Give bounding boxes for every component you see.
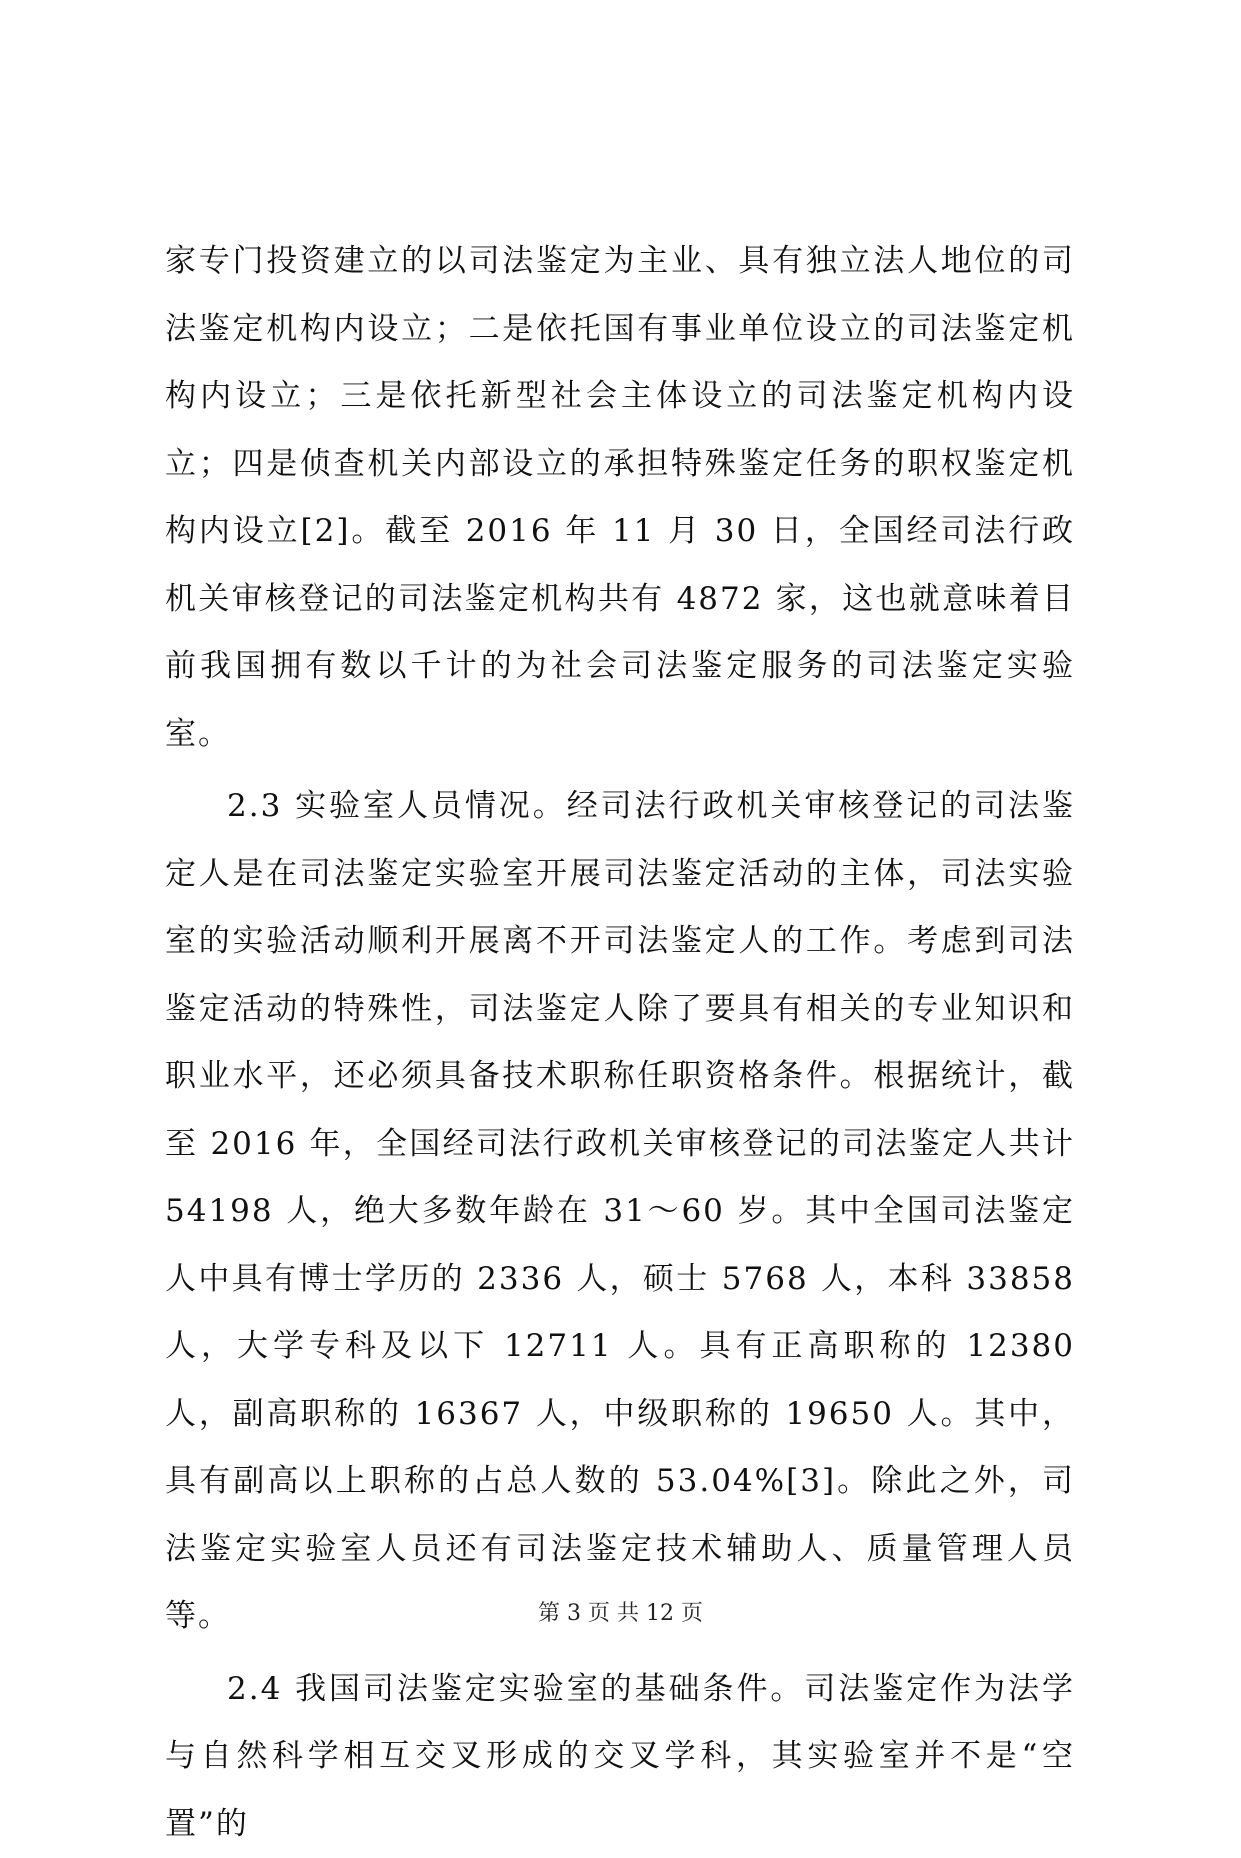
page-number-footer: 第 3 页 共 12 页 [0,1596,1241,1627]
paragraph-continuation: 家专门投资建立的以司法鉴定为主业、具有独立法人地位的司法鉴定机构内设立；二是依托国有事业单位设立的司法鉴定机构内设立；三是依托新型社会主体设立的司法鉴定机构内设立；四是侦查机关内部设立的承担特殊鉴定任务的职权鉴定机构内设立[2]。截至 2016 年 11 月 30 日，全国经司法行政机关审核登记的司法鉴定机构共有 4872 家，这也就意味着目前我国拥有数以千计的为社会司法鉴定服务的司法鉴定实验室。 [165,228,1075,768]
paragraph-section-2-3: 2.3 实验室人员情况。经司法行政机关审核登记的司法鉴定人是在司法鉴定实验室开展司法鉴定活动的主体，司法实验室的实验活动顺利开展离不开司法鉴定人的工作。考虑到司法鉴定活动的特殊性，司法鉴定人除了要具有相关的专业知识和职业水平，还必须具备技术职称任职资格条件。根据统计，截至 2016 年，全国经司法行政机关审核登记的司法鉴定人共计 54198 人，绝大多数年龄在 31～60 岁。其中全国司法鉴定人中具有博士学历的 2336 人，硕士 5768 人，本科 33858 人，大学专科及以下 12711 人。具有正高职称的 12380 人，副高职称的 16367 人，中级职称的 19650 人。其中，具有副高以上职称的占总人数的 53.04%[3]。除此之外，司法鉴定实验室人员还有司法鉴定技术辅助人、质量管理人员等。 [165,773,1075,1651]
paragraph-section-2-4: 2.4 我国司法鉴定实验室的基础条件。司法鉴定作为法学与自然科学相互交叉形成的交叉学科，其实验室并不是“空置”的 [165,1656,1075,1858]
